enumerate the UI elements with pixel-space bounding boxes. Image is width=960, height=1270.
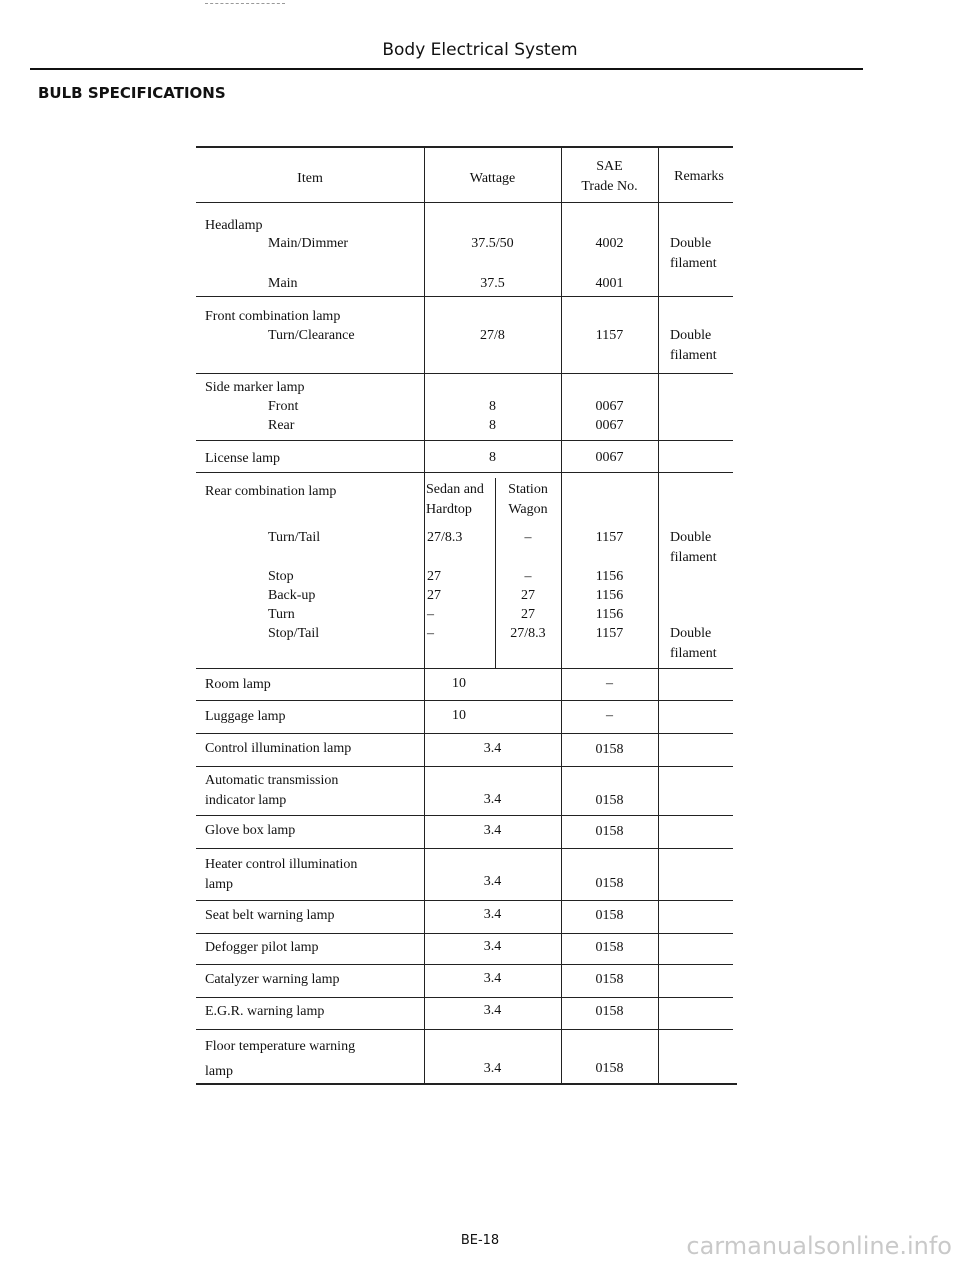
wattage-value: 8 — [489, 450, 496, 465]
row-divider — [196, 733, 733, 734]
row-divider — [196, 472, 733, 473]
row-divider — [196, 373, 733, 374]
item-label: License lamp — [205, 451, 281, 466]
wattage-value: 8 — [489, 399, 496, 414]
sae-value: 0158 — [595, 824, 624, 839]
remarks-value: Double filament — [670, 328, 717, 363]
sae-value: – — [606, 676, 613, 691]
wagon-value: 27 — [521, 607, 535, 622]
sae-value: 0067 — [595, 399, 624, 414]
item-label: Catalyzer warning lamp — [205, 972, 340, 987]
section-title: BULB SPECIFICATIONS — [38, 84, 226, 102]
row-divider — [196, 900, 733, 901]
item-label: Rear combination lamp — [205, 484, 337, 499]
item-label: Floor temperature warning lamp — [205, 1039, 356, 1079]
column-header-sae: SAE Trade No. — [581, 159, 638, 194]
row-divider — [196, 296, 733, 297]
sae-value: 4002 — [595, 236, 624, 251]
sae-value: 0158 — [595, 1004, 624, 1019]
wagon-value: 27 — [521, 588, 535, 603]
header-rule — [196, 202, 733, 203]
remarks-value: Double filament — [670, 530, 717, 565]
sae-value: 1157 — [595, 626, 624, 641]
watermark: carmanualsonline.info — [686, 1232, 952, 1260]
subheader-sedan: Sedan and Hardtop — [426, 482, 484, 517]
sae-value: 0158 — [595, 972, 624, 987]
sae-value: 0067 — [595, 418, 624, 433]
row-divider — [196, 848, 733, 849]
wattage-value: 37.5 — [480, 276, 505, 291]
item-sublabel: Back-up — [268, 588, 316, 603]
remarks-value: Double filament — [670, 626, 717, 661]
wattage-value: 27/8 — [480, 328, 505, 343]
item-sublabel: Turn/Tail — [268, 530, 321, 545]
wattage-value: 3.4 — [483, 907, 502, 922]
item-sublabel: Turn/Clearance — [268, 328, 355, 343]
item-label: Seat belt warning lamp — [205, 908, 335, 923]
sae-value: 0158 — [595, 940, 624, 955]
wattage-value: 3.4 — [483, 1003, 502, 1018]
column-rule — [658, 146, 659, 1084]
wattage-value: 3.4 — [483, 939, 502, 954]
item-label: Control illumination lamp — [205, 741, 352, 756]
wagon-value: – — [524, 530, 532, 545]
wattage-value: 3.4 — [483, 1061, 502, 1076]
sae-value: 1156 — [595, 569, 624, 584]
wattage-value: 3.4 — [483, 741, 502, 756]
sae-value: 0158 — [595, 742, 624, 757]
sedan-value: 27 — [427, 588, 441, 603]
wattage-value: 37.5/50 — [471, 236, 514, 251]
wattage-value: 3.4 — [483, 792, 502, 807]
row-divider — [196, 700, 733, 701]
sedan-value: – — [427, 607, 434, 622]
item-label: Side marker lamp — [205, 380, 305, 395]
sae-value: 0067 — [595, 450, 624, 465]
sae-value: 1156 — [595, 607, 624, 622]
item-sublabel: Main/Dimmer — [268, 236, 349, 251]
wattage-value: 10 — [452, 676, 466, 691]
item-sublabel: Stop — [268, 569, 294, 584]
sae-value: 0158 — [595, 876, 624, 891]
item-label: Automatic transmission indicator lamp — [205, 773, 339, 808]
sae-value: 1156 — [595, 588, 624, 603]
sedan-value: 27/8.3 — [427, 530, 463, 545]
sae-value: 0158 — [595, 793, 624, 808]
sae-value: 1157 — [595, 328, 624, 343]
item-label: E.G.R. warning lamp — [205, 1004, 325, 1019]
sedan-value: – — [427, 626, 434, 641]
row-divider — [196, 964, 733, 965]
sae-value: 0158 — [595, 1061, 624, 1076]
item-sublabel: Main — [268, 276, 298, 291]
wattage-value: 10 — [452, 708, 466, 723]
item-label: Headlamp — [205, 218, 263, 233]
item-label: Front combination lamp — [205, 309, 341, 324]
sae-value: 0158 — [595, 908, 624, 923]
item-sublabel: Front — [268, 399, 299, 414]
column-header-wattage: Wattage — [469, 171, 516, 186]
wagon-value: – — [524, 569, 532, 584]
item-sublabel: Stop/Tail — [268, 626, 320, 641]
row-divider — [196, 440, 733, 441]
wattage-value: 8 — [489, 418, 496, 433]
row-divider — [196, 766, 733, 767]
wattage-value: 3.4 — [483, 823, 502, 838]
row-divider — [196, 933, 733, 934]
sae-value: 4001 — [595, 276, 624, 291]
item-label: Room lamp — [205, 677, 271, 692]
row-divider — [196, 997, 733, 998]
item-label: Defogger pilot lamp — [205, 940, 319, 955]
sae-value: 1157 — [595, 530, 624, 545]
wattage-value: 3.4 — [483, 971, 502, 986]
row-divider — [196, 815, 733, 816]
row-divider — [196, 668, 733, 669]
table-top-rule — [196, 146, 733, 148]
remarks-value: Double filament — [670, 236, 717, 271]
column-header-remarks: Remarks — [674, 169, 724, 184]
column-header-item: Item — [297, 171, 323, 186]
wattage-value: 3.4 — [483, 874, 502, 889]
wagon-value: 27/8.3 — [510, 626, 546, 641]
item-sublabel: Turn — [268, 607, 295, 622]
item-label: Glove box lamp — [205, 823, 296, 838]
sedan-value: 27 — [427, 569, 441, 584]
page-number: BE-18 — [460, 1233, 500, 1248]
page-header: Body Electrical System — [382, 40, 578, 60]
sae-value: – — [606, 708, 613, 723]
item-label: Heater control illumination lamp — [205, 857, 358, 892]
item-label: Luggage lamp — [205, 709, 286, 724]
item-sublabel: Rear — [268, 418, 295, 433]
subheader-wagon: Station Wagon — [508, 482, 548, 517]
row-divider — [196, 1029, 733, 1030]
